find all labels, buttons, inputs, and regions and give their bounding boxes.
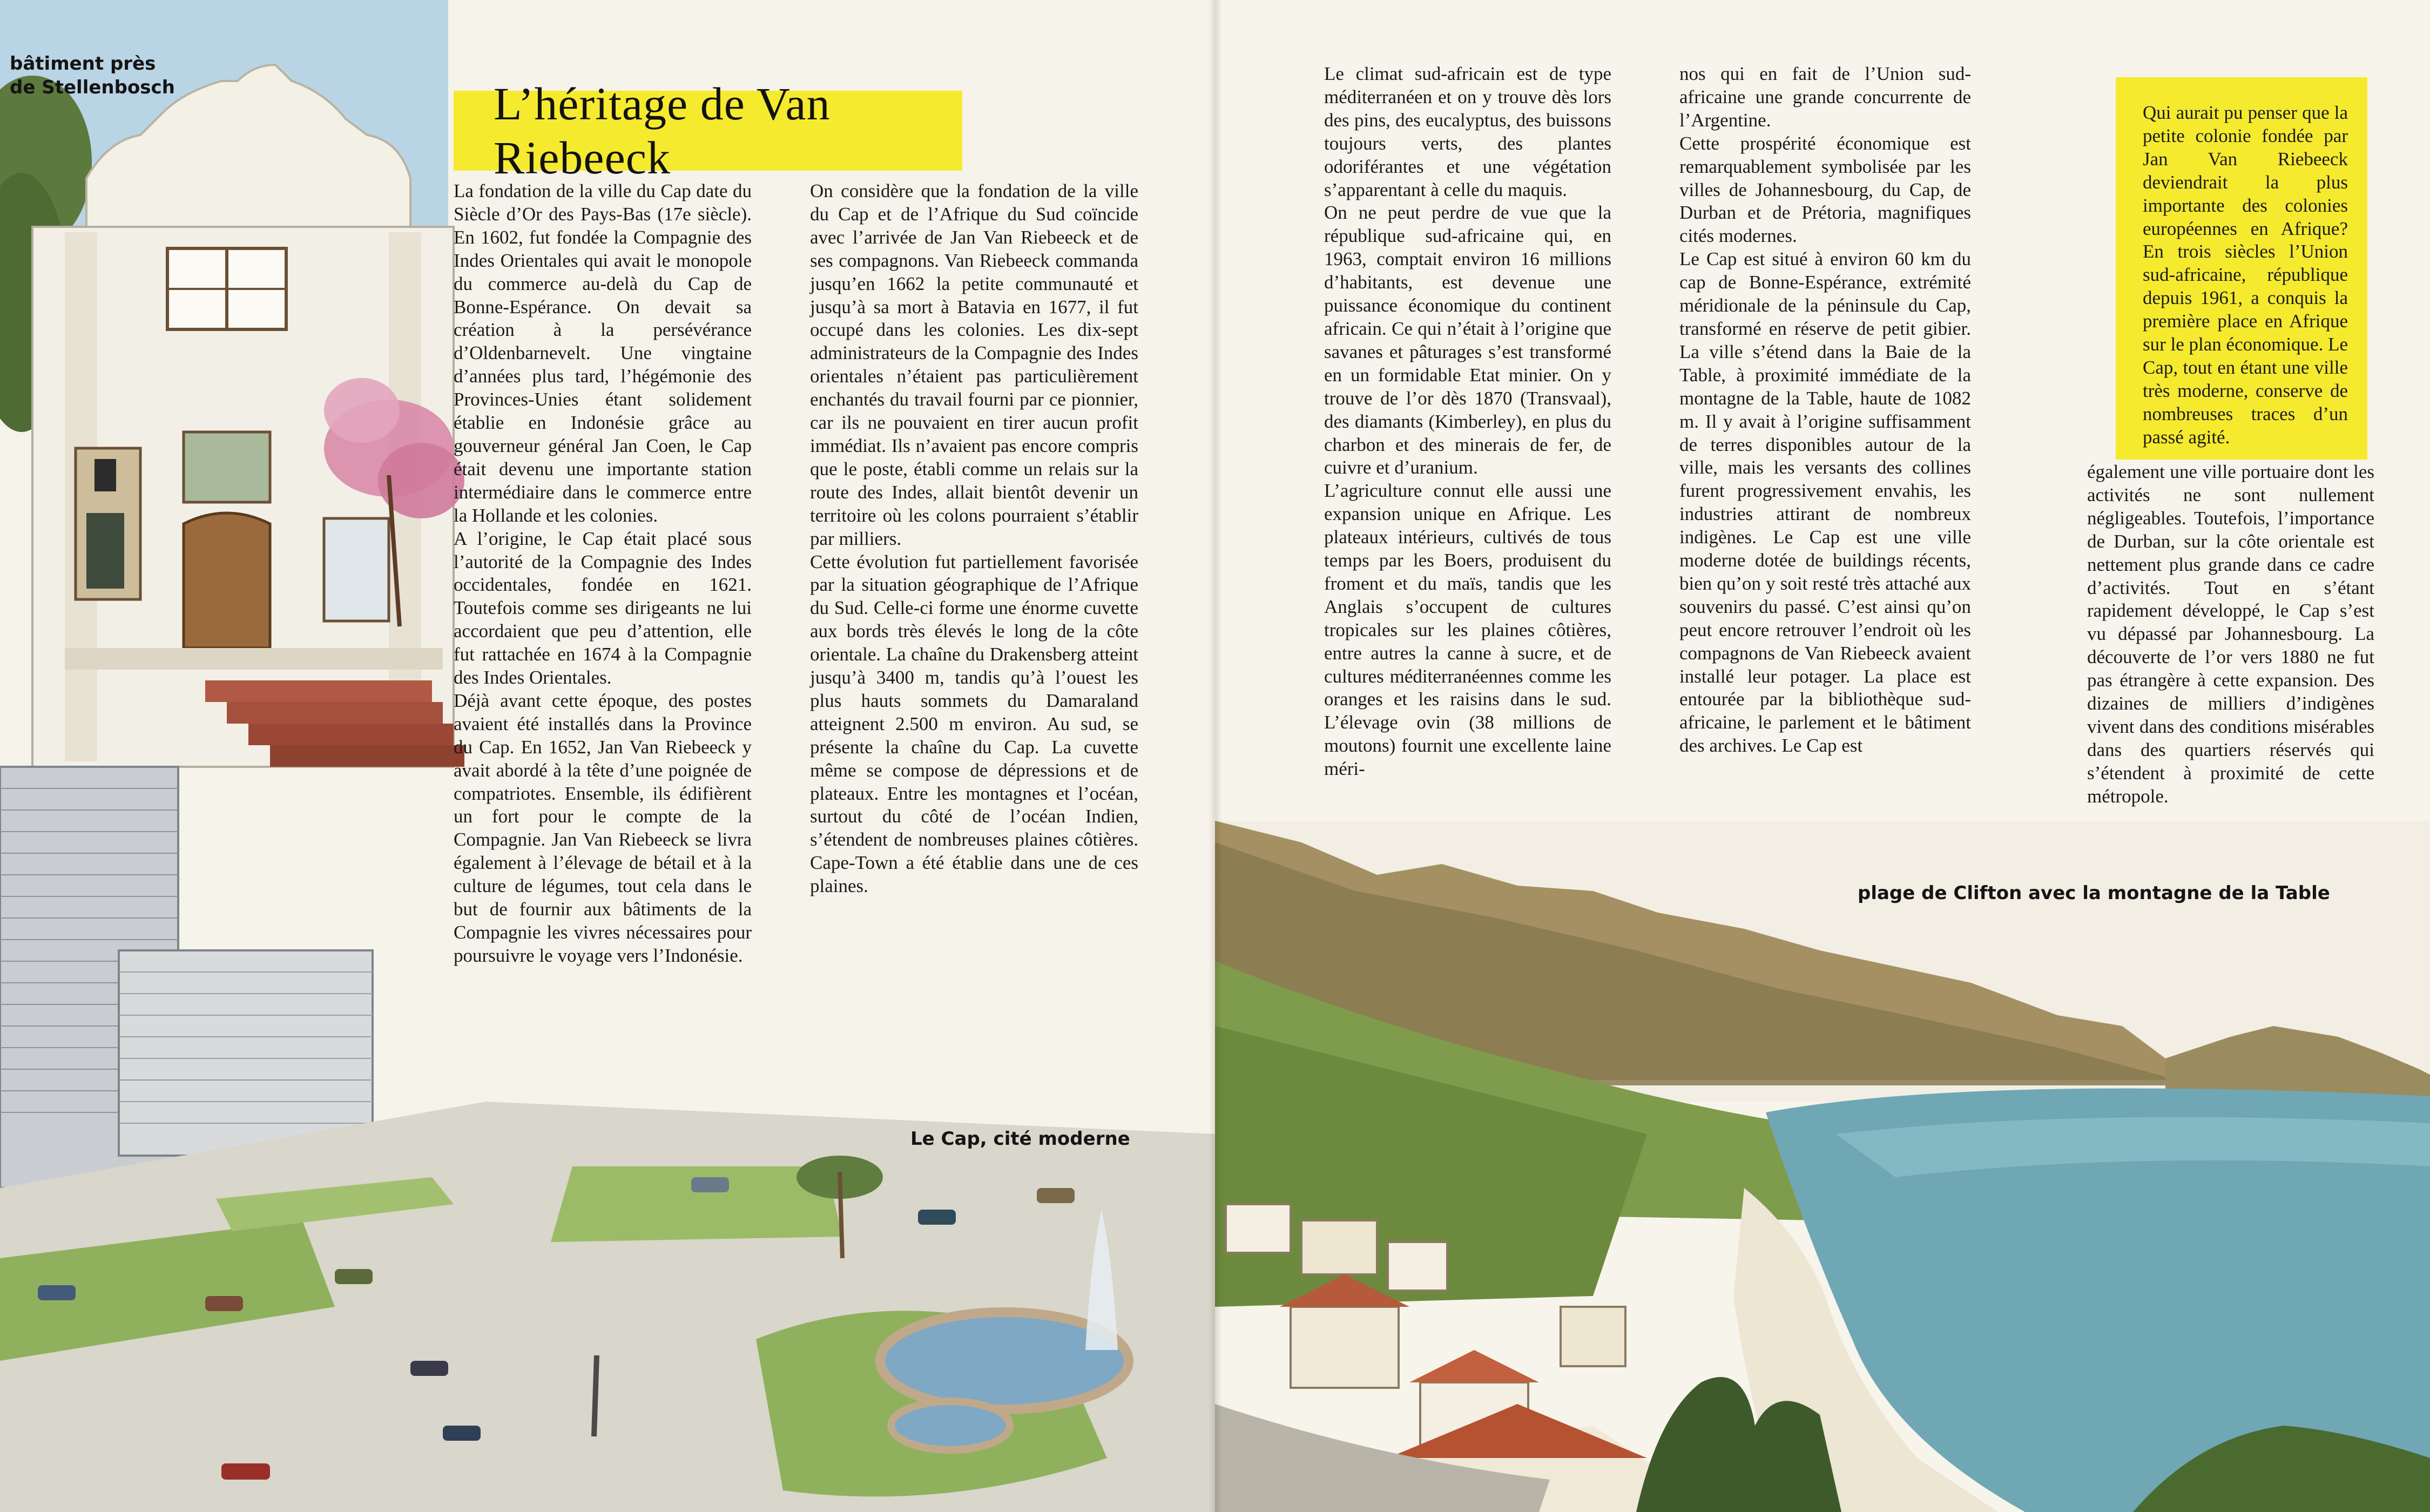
right-page	[1215, 0, 2430, 1512]
paragraph: Cette prospérité économique est remarquablement symbolisée par les villes de Johannesbourg, du Cap, de Durban et de Prétoria, magnifiques cités modernes.	[1679, 132, 1971, 247]
paragraph: nos qui en fait de l’Union sud-africaine une grande concurrente de l’Argentine.	[1679, 63, 1971, 131]
title-box	[454, 78, 962, 184]
right-column-3	[2087, 461, 2374, 808]
paragraph: Le climat sud-africain est de type méditerranéen et on y trouve dès lors des pins, des eucalyptus, des buissons toujours verts, des plantes odoriférantes et une végétation s’apparentant à celle du maquis.	[1324, 63, 1611, 200]
paragraph: On considère que la fondation de la ville du Cap et de l’Afrique du Sud coïncide avec l’arrivée de Jan Van Riebeeck et de ses compagnons. Van Riebeeck commanda jusqu’en 1662 la petite communauté et jusqu’à sa mort à Batavia en 1677, il fut occupé dans les colonies. Les dix-sept administrateurs de la Compagnie des Indes orientales n’étaient pas particulièrement enchantés du travail fourni par ce pionnier, car ils ne pouvaient en tirer aucun profit immédiat. Ils n’avaient pas encore compris que le poste, établi comme un relais sur la route des Indes, allait bientôt devenir un territoire où les colons pourraient s’établir par milliers.	[810, 180, 1138, 549]
caption-building-line-1: bâtiment près	[10, 53, 156, 75]
caption-building	[10, 52, 175, 99]
paragraph: Cette évolution fut partiellement favorisée par la situation géographique de l’Afrique du Sud. Celle-ci forme une énorme cuvette aux bords très élevés le long de la côte orientale. La chaîne du Drakensberg atteint jusqu’à 3400 m, tandis qu’à l’ouest les plus hauts sommets du Damaraland atteignent 2.500 m environ. Au sud, se présente la chaîne du Cap. La cuvette même se compose de dépressions et de plateaux. Entre les montagnes et l’océan, surtout du côté de l’océan Indien, s’étendent de nombreuses plaines côtières. Cape-Town a été établie dans une de ces plaines.	[810, 551, 1138, 897]
city-square	[0, 1102, 1215, 1512]
page-title: L’héritage de Van Riebeeck	[494, 78, 831, 184]
right-column-2	[1679, 63, 1971, 758]
sidebar-text: Qui aurait pu penser que la petite colonie fondée par Jan Van Riebeeck deviendrait la plus importante des colonies européennes en Afrique? En trois siècles l’Union sud-africaine, république depuis 1961, a conquis la première place en Afrique sur le plan économique. Le Cap, tout en étant une ville très moderne, conserve de nombreuses traces d’un passé agité.	[2143, 102, 2348, 448]
page-gutter	[1209, 0, 1223, 1512]
paragraph: L’agriculture connut elle aussi une expansion unique en Afrique. Les plateaux intérieurs, cultivés de tous temps par les Boers, produisent du froment et du maïs, tandis que les Anglais s’occupent de cultures tropicales sur les plaines côtières, entre autres la canne à sucre, et de cultures méditerranéennes comme les oranges et les raisins dans le sud. L’élevage ovin (38 millions de moutons) fournit une excellente laine méri-	[1324, 480, 1611, 780]
caption-beach: plage de Clifton avec la montagne de la Table	[1858, 882, 2330, 904]
paragraph: La fondation de la ville du Cap date du Siècle d’Or des Pays-Bas (17e siècle). En 1602, fut fondée la Compagnie des Indes Orientales qui avait le monopole du commerce au-delà du Cap de Bonne-Espérance. On devait sa création à la persévérance d’Oldenbarnevelt. Une vingtaine d’années plus tard, l’hégémonie des Provinces-Unies étant solidement établie en Indonésie grâce au gouverneur général Jan Coen, le Cap était devenu une importante station intermédiaire dans le commerce entre la Hollande et les colonies.	[454, 180, 752, 526]
paragraph: On ne peut perdre de vue que la république sud-africaine qui, en 1963, comptait environ 16 millions d’habitants, est devenue une puissance économique du continent africain. Ce qui n’était à l’origine que savanes et pâturages s’est transformé en un formidable Etat minier. On y trouve de l’or dès 1870 (Transvaal), des diamants (Kimberley), en plus du charbon et des minerais de fer, de cuivre et d’uranium.	[1324, 202, 1611, 478]
paragraph: Le Cap est situé à environ 60 km du cap de Bonne-Espérance, extrémité méridionale de la péninsule du Cap, transformé en réserve de petit gibier. La ville s’étend dans la Baie de la Table, à proximité immédiate de la montagne de la Table, haute de 1082 m. Il y avait à l’origine suffisamment de terres disponibles autour de la ville, mais les versants des collines furent progressivement envahis, les industries attirant de nombreux indigènes. Le Cap est une ville moderne dotée de buildings récents, bien qu’on y soit resté très attaché aux souvenirs du passé. C’est ainsi qu’on peut encore retrouver l’endroit où les compagnons de Van Riebeeck avaient installé leur potager. La place est entourée par la bibliothèque sud-africaine, le parlement et le bâtiment des archives. Le Cap est	[1679, 248, 1971, 757]
caption-city: Le Cap, cité moderne	[910, 1128, 1130, 1150]
right-column-1	[1324, 63, 1611, 781]
paragraph: également une ville portuaire dont les activités ne sont nullement négligeables. Toutefois, l’importance de Durban, sur la côte orientale est nettement plus grande dans ce cadre d’activités. Tout en s’étant rapidement développé, le Cap s’est vu dépassé par Johannesbourg. La découverte de l’or vers 1880 ne fut pas étrangère à cette expansion. Des dizaines de milliers d’indigènes vivent dans des conditions misérables dans des quartiers réservés qui s’étendent à proximité de cette métropole.	[2087, 461, 2374, 807]
modern-buildings	[0, 767, 373, 1188]
left-column-1	[454, 180, 752, 968]
paragraph: Déjà avant cette époque, des postes avaient été installés dans la Province du Cap. En 1652, Jan Van Riebeeck y avait abordé à la tête d’une poignée de compatriotes. Ensemble, ils édifièrent un fort pour le compte de la Compagnie. Jan Van Riebeeck se livra également à l’élevage de bétail et à la culture de légumes, tout cela dans le but de fournir aux bâtiments de la Compagnie les vivres nécessaires pour poursuivre le voyage vers l’Indonésie.	[454, 690, 752, 966]
caption-building-line-2: de Stellenbosch	[10, 76, 175, 98]
sidebar-box	[2116, 77, 2367, 460]
left-column-2	[810, 180, 1138, 898]
paragraph: A l’origine, le Cap était placé sous l’autorité de la Compagnie des Indes occidentales, fondée en 1621. Toutefois comme ses dirigeants ne lui accordaient que peu d’attention, elle fut rattachée en 1674 à la Compagnie des Indes Orientales.	[454, 528, 752, 688]
